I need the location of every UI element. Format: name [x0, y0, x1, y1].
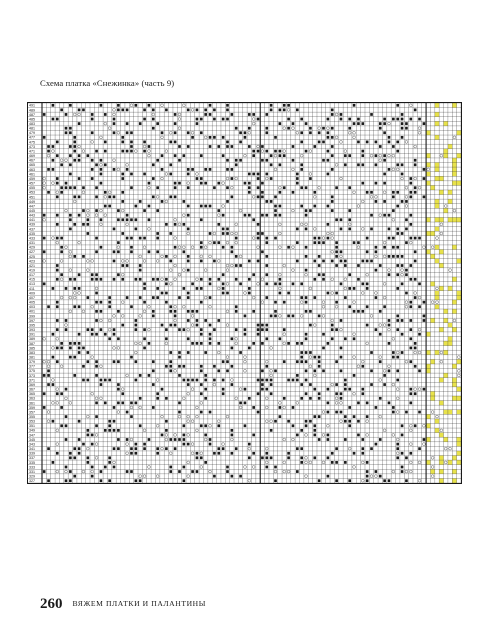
row-label: 479 [29, 131, 35, 136]
row-label: 435 [29, 231, 35, 236]
row-label: 451 [29, 195, 35, 200]
row-label: 407 [29, 295, 35, 300]
row-label: 387 [29, 341, 35, 346]
row-label: 421 [29, 263, 35, 268]
row-label: 347 [29, 433, 35, 438]
row-label: 487 [29, 112, 35, 117]
row-label: 463 [29, 167, 35, 172]
page-footer [40, 595, 206, 613]
row-label: 433 [29, 236, 35, 241]
row-label: 377 [29, 364, 35, 369]
row-label: 467 [29, 158, 35, 163]
row-label: 343 [29, 442, 35, 447]
row-label: 431 [29, 241, 35, 246]
row-label: 363 [29, 396, 35, 401]
row-label: 439 [29, 222, 35, 227]
row-label: 367 [29, 387, 35, 392]
row-label: 401 [29, 309, 35, 314]
knitting-chart [27, 102, 462, 484]
row-label: 403 [29, 305, 35, 310]
row-label: 483 [29, 122, 35, 127]
row-label: 351 [29, 424, 35, 429]
row-label: 373 [29, 373, 35, 378]
row-label: 459 [29, 176, 35, 181]
row-label: 405 [29, 300, 35, 305]
row-label: 427 [29, 250, 35, 255]
row-label: 485 [29, 117, 35, 122]
row-label: 395 [29, 323, 35, 328]
row-label: 449 [29, 199, 35, 204]
row-label: 327 [29, 479, 35, 483]
knitting-chart-grid [28, 103, 461, 483]
row-label: 369 [29, 382, 35, 387]
row-label: 371 [29, 378, 35, 383]
row-label: 477 [29, 135, 35, 140]
row-label: 409 [29, 291, 35, 296]
row-label: 423 [29, 259, 35, 264]
row-label: 357 [29, 410, 35, 415]
row-label: 381 [29, 355, 35, 360]
row-label: 329 [29, 474, 35, 479]
row-label: 379 [29, 360, 35, 365]
row-label: 355 [29, 415, 35, 420]
row-label: 441 [29, 218, 35, 223]
row-label: 365 [29, 392, 35, 397]
row-label: 331 [29, 469, 35, 474]
chart-symbols [43, 103, 461, 483]
row-label: 491 [29, 103, 35, 108]
row-label: 413 [29, 282, 35, 287]
row-label: 383 [29, 350, 35, 355]
row-label: 475 [29, 140, 35, 145]
row-label: 415 [29, 277, 35, 282]
row-label: 337 [29, 456, 35, 461]
row-label: 461 [29, 172, 35, 177]
row-label: 453 [29, 190, 35, 195]
row-label: 333 [29, 465, 35, 470]
row-label: 361 [29, 401, 35, 406]
row-label: 339 [29, 451, 35, 456]
row-label: 353 [29, 419, 35, 424]
row-label: 447 [29, 204, 35, 209]
row-label: 335 [29, 460, 35, 465]
chart-title: Схема платка «Снежинка» (часть 9) [40, 78, 175, 88]
row-label: 345 [29, 437, 35, 442]
row-label: 425 [29, 254, 35, 259]
row-label: 455 [29, 186, 35, 191]
row-label: 471 [29, 149, 35, 154]
row-label: 465 [29, 163, 35, 168]
row-label: 473 [29, 144, 35, 149]
row-label: 385 [29, 346, 35, 351]
row-label: 359 [29, 405, 35, 410]
row-label: 399 [29, 314, 35, 319]
book-title: ВЯЖЕМ ПЛАТКИ И ПАЛАНТИНЫ [72, 599, 206, 608]
row-label: 419 [29, 268, 35, 273]
row-label: 429 [29, 245, 35, 250]
row-label: 417 [29, 273, 35, 278]
row-label: 445 [29, 208, 35, 213]
row-label: 481 [29, 126, 35, 131]
row-label: 437 [29, 227, 35, 232]
row-label: 411 [29, 286, 35, 291]
page-number: 260 [40, 596, 63, 612]
row-label: 457 [29, 181, 35, 186]
row-label: 443 [29, 213, 35, 218]
row-label: 391 [29, 332, 35, 337]
row-label: 489 [29, 108, 35, 113]
row-label: 469 [29, 154, 35, 159]
row-label: 389 [29, 337, 35, 342]
row-label: 393 [29, 328, 35, 333]
row-label: 397 [29, 318, 35, 323]
row-label: 349 [29, 428, 35, 433]
row-label: 375 [29, 369, 35, 374]
row-label: 341 [29, 447, 35, 452]
